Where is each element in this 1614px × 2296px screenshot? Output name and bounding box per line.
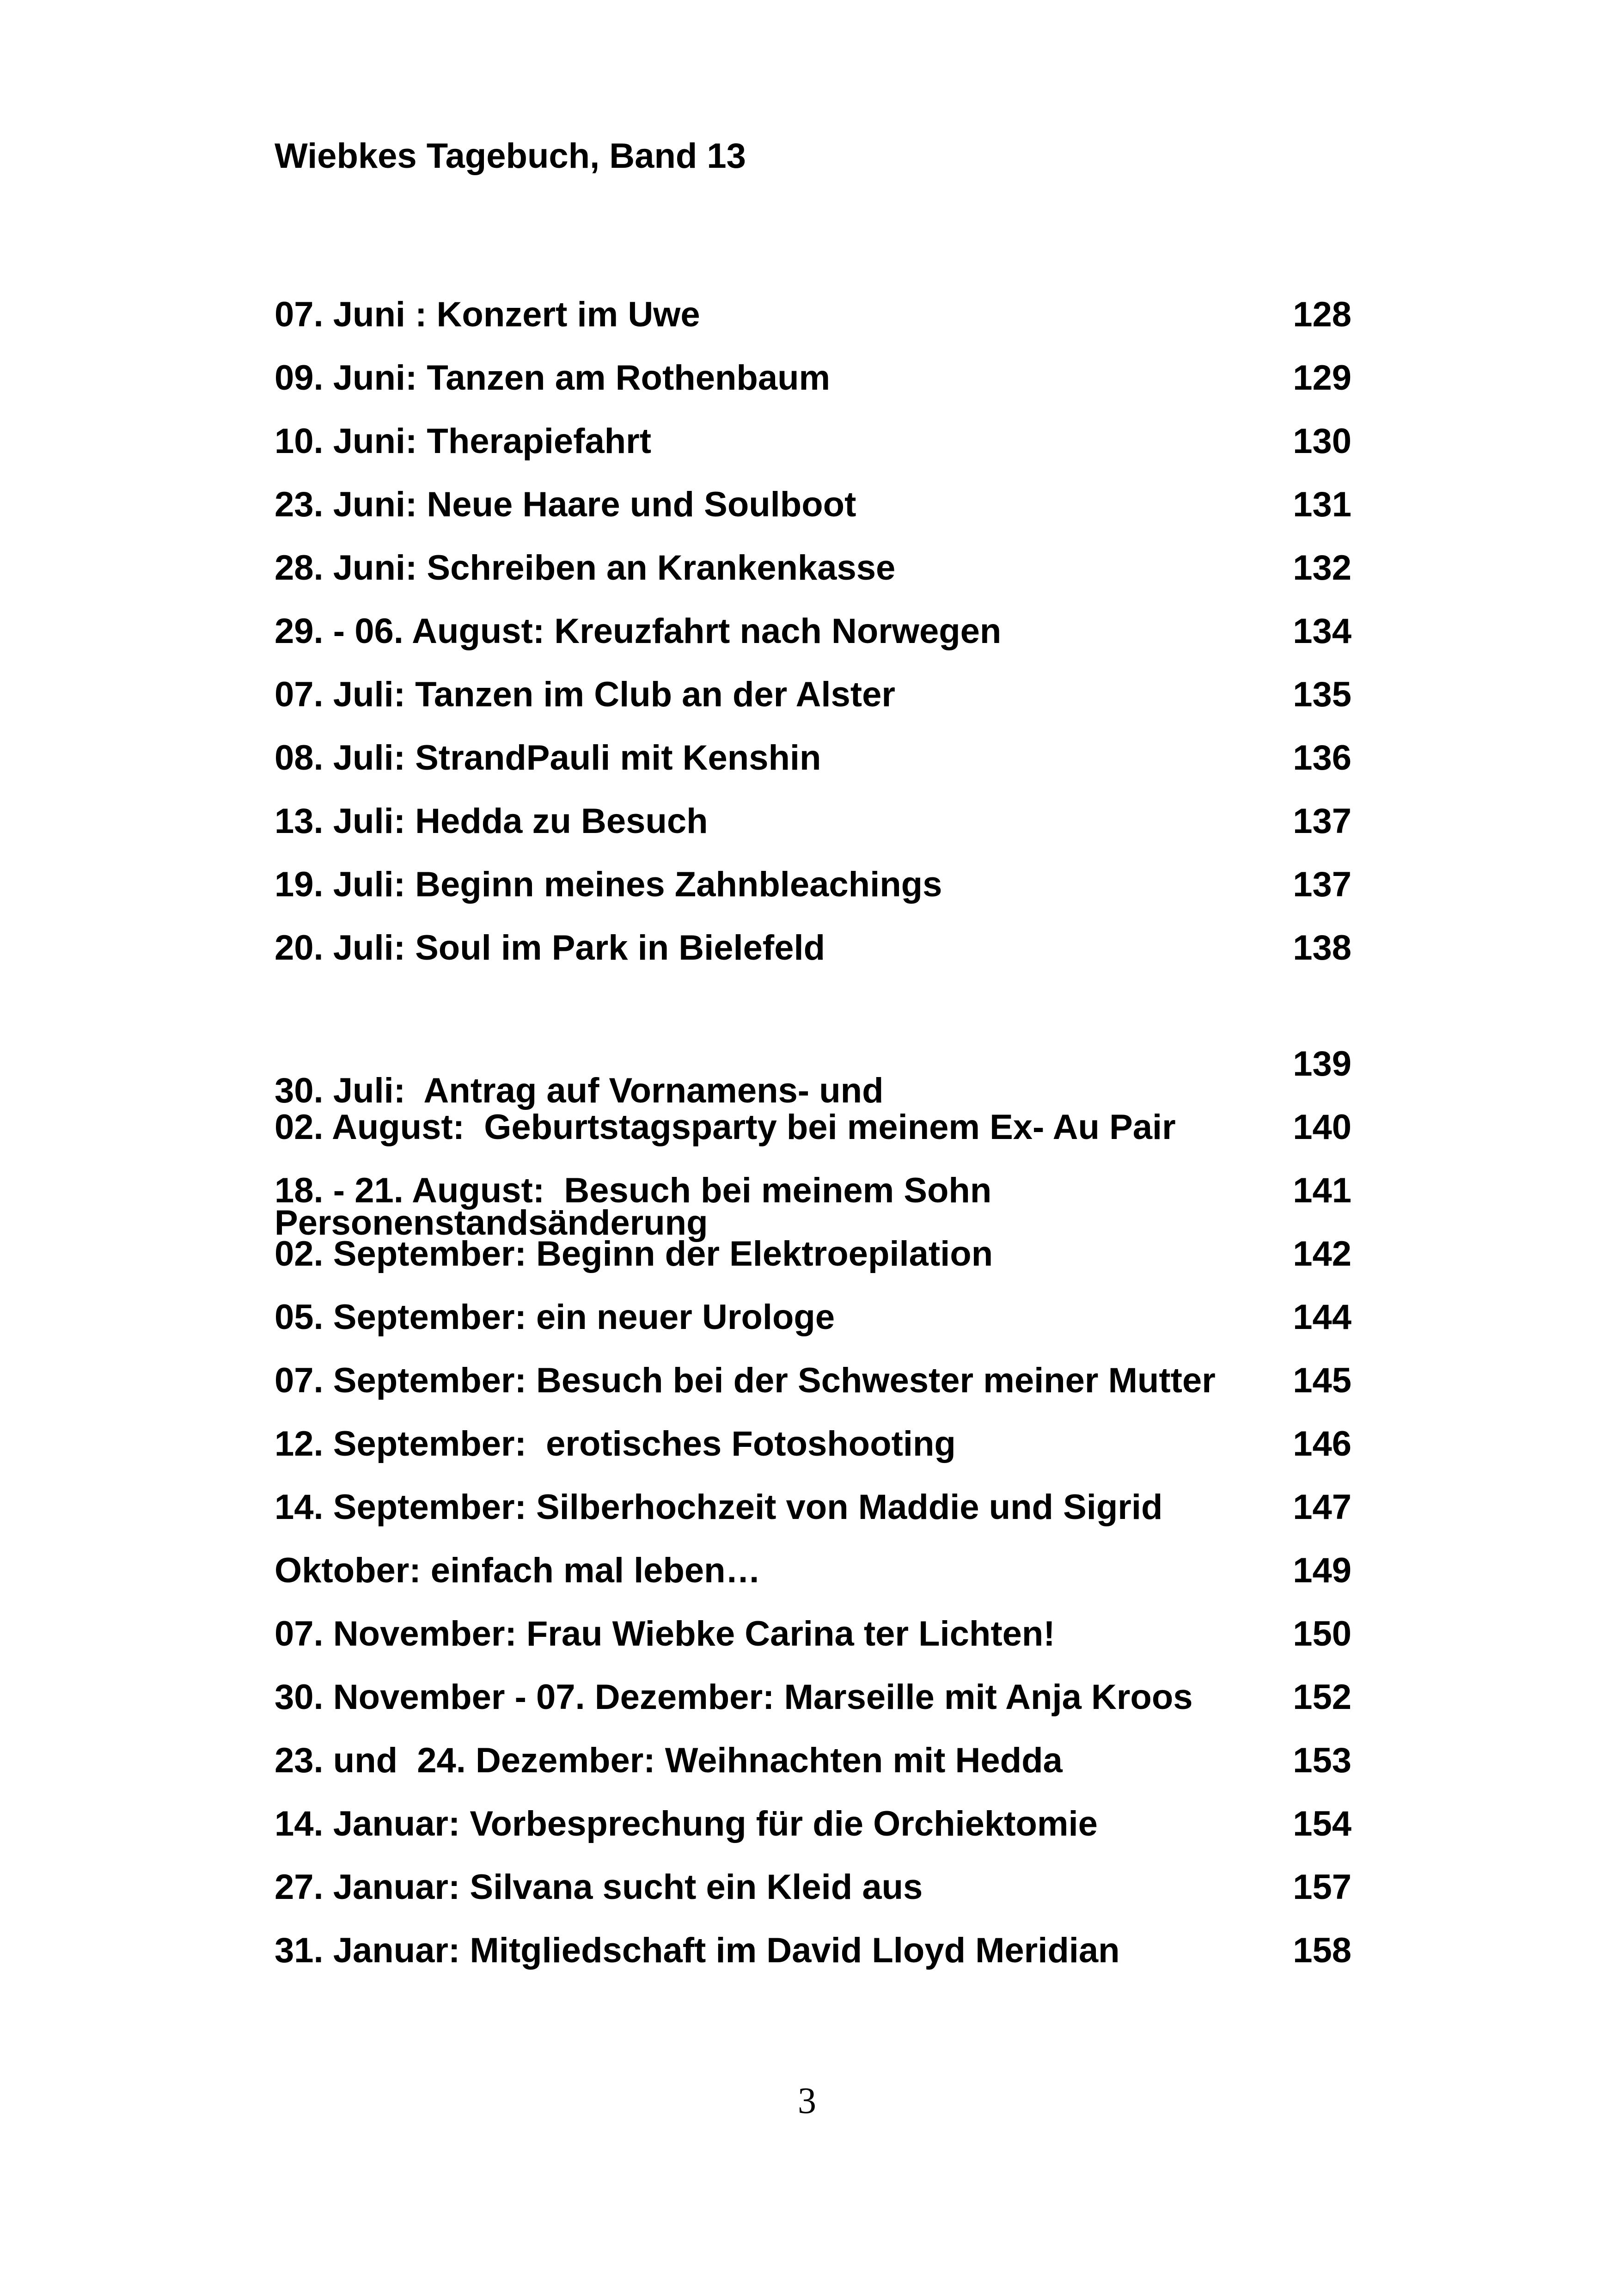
toc-entry-title: 02. September: Beginn der Elektroepilation xyxy=(275,1234,993,1274)
toc-entry-title: 23. und 24. Dezember: Weihnachten mit Hedda xyxy=(275,1741,1063,1780)
toc-entry-title: 18. - 21. August: Besuch bei meinem Sohn xyxy=(275,1171,992,1210)
toc-entry-page: 146 xyxy=(1293,1424,1351,1463)
toc-entry-page: 158 xyxy=(1293,1931,1351,1970)
toc-entry-title-line-1: 30. Juli: Antrag auf Vornamens- und xyxy=(275,1071,884,1110)
toc-entry-title: 14. September: Silberhochzeit von Maddie und Sigrid xyxy=(275,1488,1163,1527)
toc-entry xyxy=(275,1108,1351,1171)
toc-entry-page: 144 xyxy=(1293,1298,1351,1337)
toc-entry xyxy=(275,1678,1351,1741)
toc-entry-title: 30. November - 07. Dezember: Marseille mit Anja Kroos xyxy=(275,1678,1193,1717)
book-title: Wiebkes Tagebuch, Band 13 xyxy=(275,136,746,176)
toc-entry xyxy=(275,738,1351,802)
toc-entry-title: 05. September: ein neuer Urologe xyxy=(275,1298,835,1337)
toc-entry-page: 149 xyxy=(1293,1551,1351,1590)
toc-entry-title: 07. September: Besuch bei der Schwester meiner Mutter xyxy=(275,1361,1216,1400)
toc-entry-page: 153 xyxy=(1293,1741,1351,1780)
toc-entry-page: 135 xyxy=(1293,675,1351,714)
toc-entry-page: 141 xyxy=(1293,1171,1351,1210)
toc-entry-page: 130 xyxy=(1293,422,1351,461)
toc-entry xyxy=(275,1488,1351,1551)
toc-entry-title: 13. Juli: Hedda zu Besuch xyxy=(275,802,708,841)
toc-entry-title: 31. Januar: Mitgliedschaft im David Lloyd Meridian xyxy=(275,1931,1120,1970)
toc-entry xyxy=(275,1361,1351,1424)
toc-entry xyxy=(275,612,1351,675)
toc-entry xyxy=(275,1931,1351,1994)
toc-entry-page: 137 xyxy=(1293,802,1351,841)
toc-entry-title: Oktober: einfach mal leben… xyxy=(275,1551,761,1590)
toc-entry-page: 140 xyxy=(1293,1108,1351,1147)
toc-entry-title: 23. Juni: Neue Haare und Soulboot xyxy=(275,485,856,524)
toc-entry-title: 07. Juli: Tanzen im Club an der Alster xyxy=(275,675,895,714)
toc-entry-title: 14. Januar: Vorbesprechung für die Orchiektomie xyxy=(275,1804,1098,1843)
toc-entry-page: 145 xyxy=(1293,1361,1351,1400)
toc-entry xyxy=(275,548,1351,612)
page-number: 3 xyxy=(798,2081,816,2121)
toc-entry-page: 142 xyxy=(1293,1234,1351,1274)
toc-entry-page: 134 xyxy=(1293,612,1351,651)
toc-entry xyxy=(275,675,1351,738)
toc-entry-page: 132 xyxy=(1293,548,1351,588)
toc-entry-page: 138 xyxy=(1293,928,1351,967)
table-of-contents xyxy=(275,295,1351,1994)
toc-entry-page: 128 xyxy=(1293,295,1351,334)
toc-entry-title: 12. September: erotisches Fotoshooting xyxy=(275,1424,956,1463)
toc-entry-page: 129 xyxy=(1293,358,1351,398)
toc-entry-page: 147 xyxy=(1293,1488,1351,1527)
toc-entry xyxy=(275,1867,1351,1931)
toc-entry-title: 08. Juli: StrandPauli mit Kenshin xyxy=(275,738,821,778)
toc-entry xyxy=(275,928,1351,992)
toc-entry-title: 19. Juli: Beginn meines Zahnbleachings xyxy=(275,865,942,904)
toc-entry-title-line-2: Personenstandsänderung xyxy=(275,1203,708,1243)
toc-entry-title: 07. Juni : Konzert im Uwe xyxy=(275,295,700,334)
toc-entry xyxy=(275,1614,1351,1678)
toc-entry-title: 02. August: Geburtstagsparty bei meinem Ex- Au Pair xyxy=(275,1108,1176,1147)
toc-entry xyxy=(275,1424,1351,1488)
toc-entry-title: 10. Juni: Therapiefahrt xyxy=(275,422,652,461)
toc-entry-title: 20. Juli: Soul im Park in Bielefeld xyxy=(275,928,825,967)
toc-entry-page: 137 xyxy=(1293,865,1351,904)
toc-entry xyxy=(275,485,1351,548)
toc-entry-page: 136 xyxy=(1293,738,1351,778)
toc-entry-title: 09. Juni: Tanzen am Rothenbaum xyxy=(275,358,831,398)
toc-entry-page: 150 xyxy=(1293,1614,1351,1653)
toc-entry-page: 157 xyxy=(1293,1867,1351,1907)
toc-entry-title: 27. Januar: Silvana sucht ein Kleid aus xyxy=(275,1867,923,1907)
toc-entry-title: 28. Juni: Schreiben an Krankenkasse xyxy=(275,548,896,588)
toc-entry xyxy=(275,802,1351,865)
toc-entry-page: 154 xyxy=(1293,1804,1351,1843)
toc-entry xyxy=(275,1171,1351,1234)
toc-entry-page: 139 xyxy=(1293,1044,1351,1084)
toc-entry xyxy=(275,1298,1351,1361)
toc-entry xyxy=(275,295,1351,358)
toc-entry-page: 131 xyxy=(1293,485,1351,524)
toc-entry-title: 29. - 06. August: Kreuzfahrt nach Norwegen xyxy=(275,612,1002,651)
toc-entry xyxy=(275,1234,1351,1298)
toc-entry xyxy=(275,422,1351,485)
toc-entry xyxy=(275,358,1351,422)
toc-entry-title: 07. November: Frau Wiebke Carina ter Lichten! xyxy=(275,1614,1055,1653)
toc-entry xyxy=(275,1551,1351,1614)
toc-entry xyxy=(275,1804,1351,1867)
toc-entry-page: 152 xyxy=(1293,1678,1351,1717)
toc-entry xyxy=(275,1741,1351,1804)
toc-entry xyxy=(275,865,1351,928)
